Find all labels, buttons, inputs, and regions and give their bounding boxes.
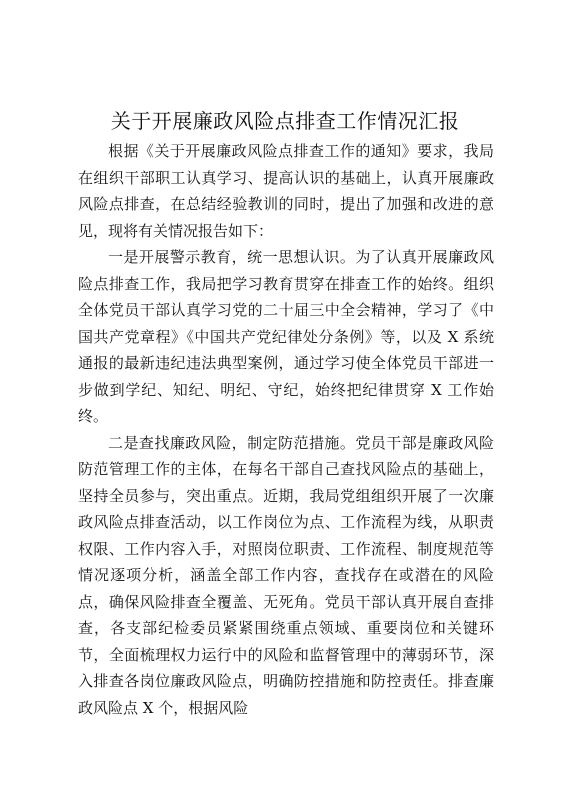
document-body [78,138,494,721]
paragraph-intro: 根据《关于开展廉政风险点排查工作的通知》要求，我局在组织干部职工认真学习、提高认识的基础上，认真开展廉政风险点排查，在总结经验教训的同时，提出了加强和改进的意见，现将有关情况报告如下： [78,142,494,240]
paragraph-risk-search: 二是查找廉政风险，制定防范措施。党员干部是廉政风险防范管理工作的主体，在每名干部自己查找风险点的基础上，坚持全员参与，突出重点。近期，我局党组组织开展了一次廉政风险点排查活动，以工作岗位为点、工作流程为线，从职责权限、工作内容入手，对照岗位职责、工作流程、制度规范等情况逐项分析，涵盖全部工作内容，查找存在或潜在的风险点，确保风险排查全覆盖、无死角。党员干部认真开展自查排查，各支部纪检委员紧紧围绕重点领域、重要岗位和关键环节，全面梳理权力运行中的风险和监督管理中的薄弱环节，深入排查各岗位廉政风险点，明确防控措施和防控责任。排查廉政风险点 X 个，根据风险 [78,433,494,717]
paragraph-warning-education: 一是开展警示教育，统一思想认识。为了认真开展廉政风险点排查工作，我局把学习教育贯穿在排查工作的始终。组织全体党员干部认真学习党的二十届三中全会精神，学习了《中国共产党章程》《中国共产党纪律处分条例》等，以及 X 系统通报的最新违纪违法典型案例，通过学习使全体党员干部进一步做到学纪、知纪、明纪、守纪，始终把纪律贯穿 X 工作始终。 [78,248,494,425]
document-title: 关于开展廉政风险点排查工作情况汇报 [110,109,460,133]
